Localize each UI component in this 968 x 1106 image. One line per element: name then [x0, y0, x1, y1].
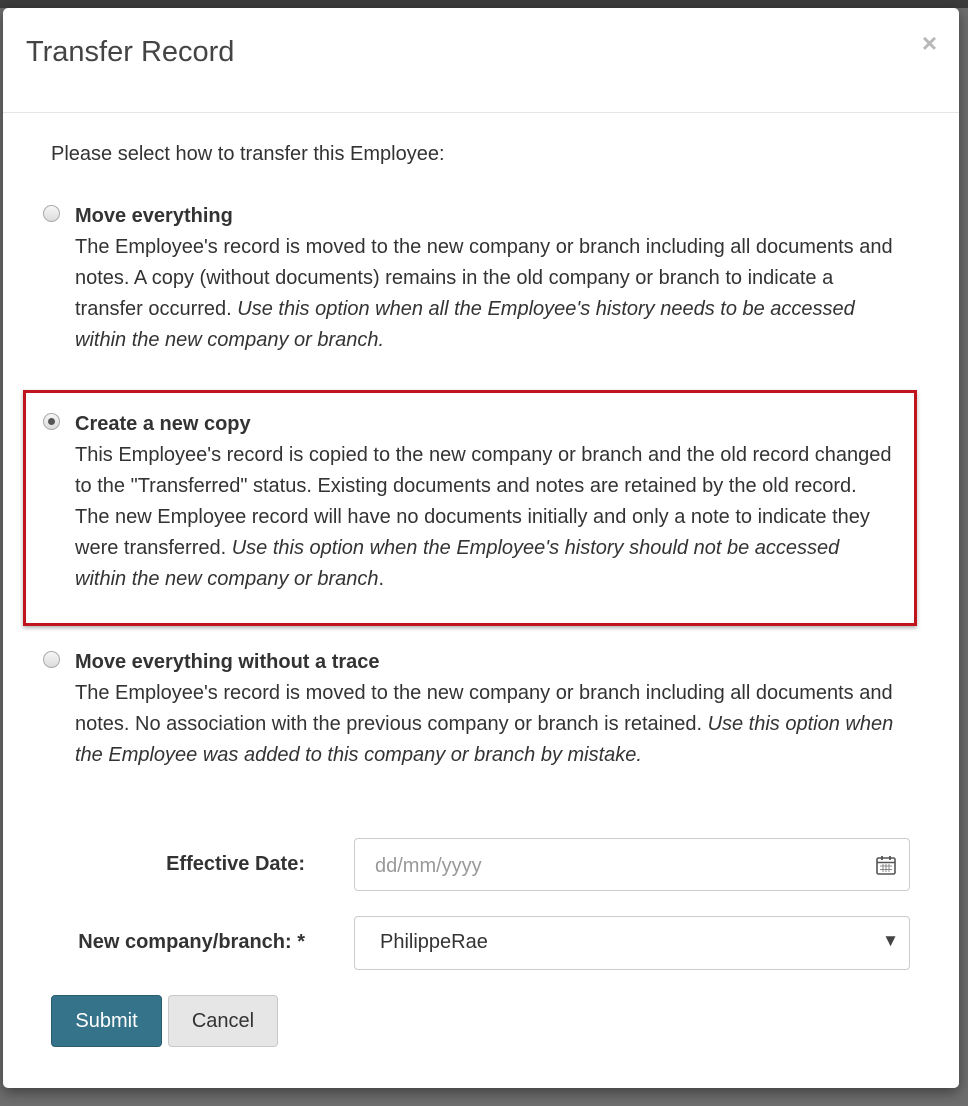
effective-date-input[interactable]: [373, 851, 847, 881]
company-branch-label: New company/branch: *: [78, 931, 305, 953]
intro-text: Please select how to transfer this Employee:: [51, 143, 445, 165]
effective-date-field[interactable]: [354, 838, 910, 891]
option-label: Move everything without a trace: [75, 651, 380, 673]
page-backdrop: [0, 0, 968, 8]
close-icon[interactable]: ×: [921, 28, 937, 58]
company-branch-select[interactable]: [354, 916, 910, 970]
effective-date-label: Effective Date:: [166, 853, 305, 875]
transfer-record-dialog: [3, 8, 959, 1088]
dropdown-arrow-icon: ▼: [882, 931, 899, 950]
modal-title: Transfer Record: [26, 36, 235, 68]
option-description: This Employee's record is copied to the new company or branch and the old record changed to the "Transferred" status. Existing documents and notes are retained by the old record. The new Employee record will have no documents initially and only a note to indicate they were transferred. Use this option when the Employee's history should not be accessed within the new company or branch.: [75, 444, 892, 590]
modal-header: [3, 8, 959, 113]
company-branch-value: PhilippeRae: [380, 931, 488, 953]
calendar-icon[interactable]: [875, 854, 897, 876]
submit-button[interactable]: Submit: [51, 995, 162, 1047]
cancel-button[interactable]: Cancel: [168, 995, 278, 1047]
radio-move-without-trace[interactable]: [43, 651, 60, 668]
option-description: The Employee's record is moved to the new company or branch including all documents and notes. No association with the previous company or branch is retained. Use this option when the Employee was added to this company or branch by mistake.: [75, 682, 894, 766]
option-description: The Employee's record is moved to the new company or branch including all documents and notes. A copy (without documents) remains in the old company or branch to indicate a transfer occurred. Use this option when all the Employee's history needs to be accessed within the new company or branch.: [75, 236, 893, 351]
radio-create-new-copy[interactable]: [43, 413, 60, 430]
radio-move-everything[interactable]: [43, 205, 60, 222]
option-label: Create a new copy: [75, 413, 251, 435]
option-label: Move everything: [75, 205, 233, 227]
